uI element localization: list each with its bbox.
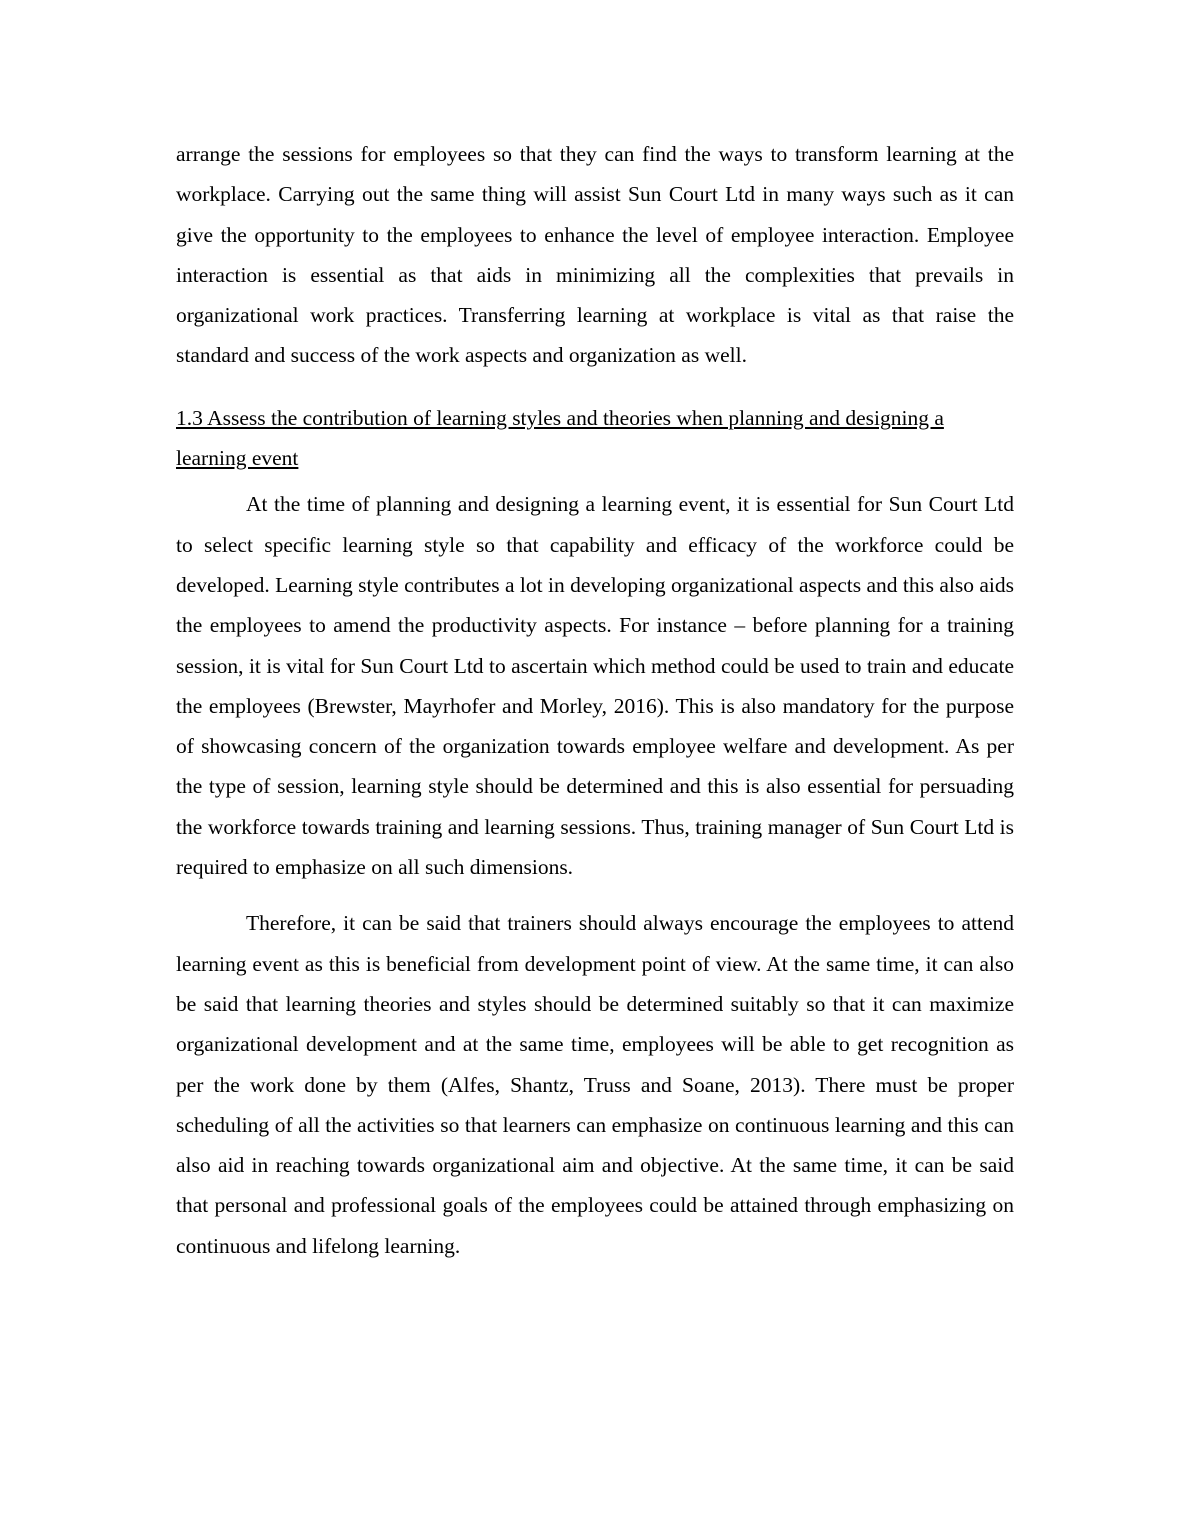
body-paragraph-learning-style: At the time of planning and designing a learning event, it is essential for Sun Court Ltd to select specific learning style so that capability and efficacy of the workforce could be developed. Learning style contributes a lot in developing organizational aspects and this also aids the employees to amend the productivity aspects. For instance – before planning for a training session, it is vital for Sun Court Ltd to ascertain which method could be used to train and educate the employees (Brewster, Mayrhofer and Morley, 2016). This is also mandatory for the purpose of showcasing concern of the organization towards employee welfare and development. As per the type of session, learning style should be determined and this is also essential for persuading the workforce towards training and learning sessions. Thus, training manager of Sun Court Ltd is required to emphasize on all such dimensions. (176, 492, 1014, 880)
body-paragraph-conclusion: Therefore, it can be said that trainers should always encourage the employees to attend learning event as this is beneficial from development point of view. At the same time, it can also be said that learning theories and styles should be determined suitably so that it can maximize organizational development and at the same time, employees will be able to get recognition as per the work done by them (Alfes, Shantz, Truss and Soane, 2013). There must be proper scheduling of all the activities so that learners can emphasize on continuous learning and this can also aid in reaching towards organizational aim and objective. At the same time, it can be said that personal and professional goals of the employees could be attained through emphasizing on continuous and lifelong learning. (176, 911, 1014, 1258)
section-heading-1-3: 1.3 Assess the contribution of learning styles and theories when planning and designing a learning event (176, 405, 944, 471)
body-paragraph-continuation: arrange the sessions for employees so that they can find the ways to transform learning at the workplace. Carrying out the same thing will assist Sun Court Ltd in many ways such as it can give the opportunity to the employees to enhance the level of employee interaction. Employee interaction is essential as that aids in minimizing all the complexities that prevails in organizational work practices. Transferring learning at workplace is vital as that raise the standard and success of the work aspects and organization as well. (176, 142, 1014, 368)
document-page (176, 134, 1014, 1266)
